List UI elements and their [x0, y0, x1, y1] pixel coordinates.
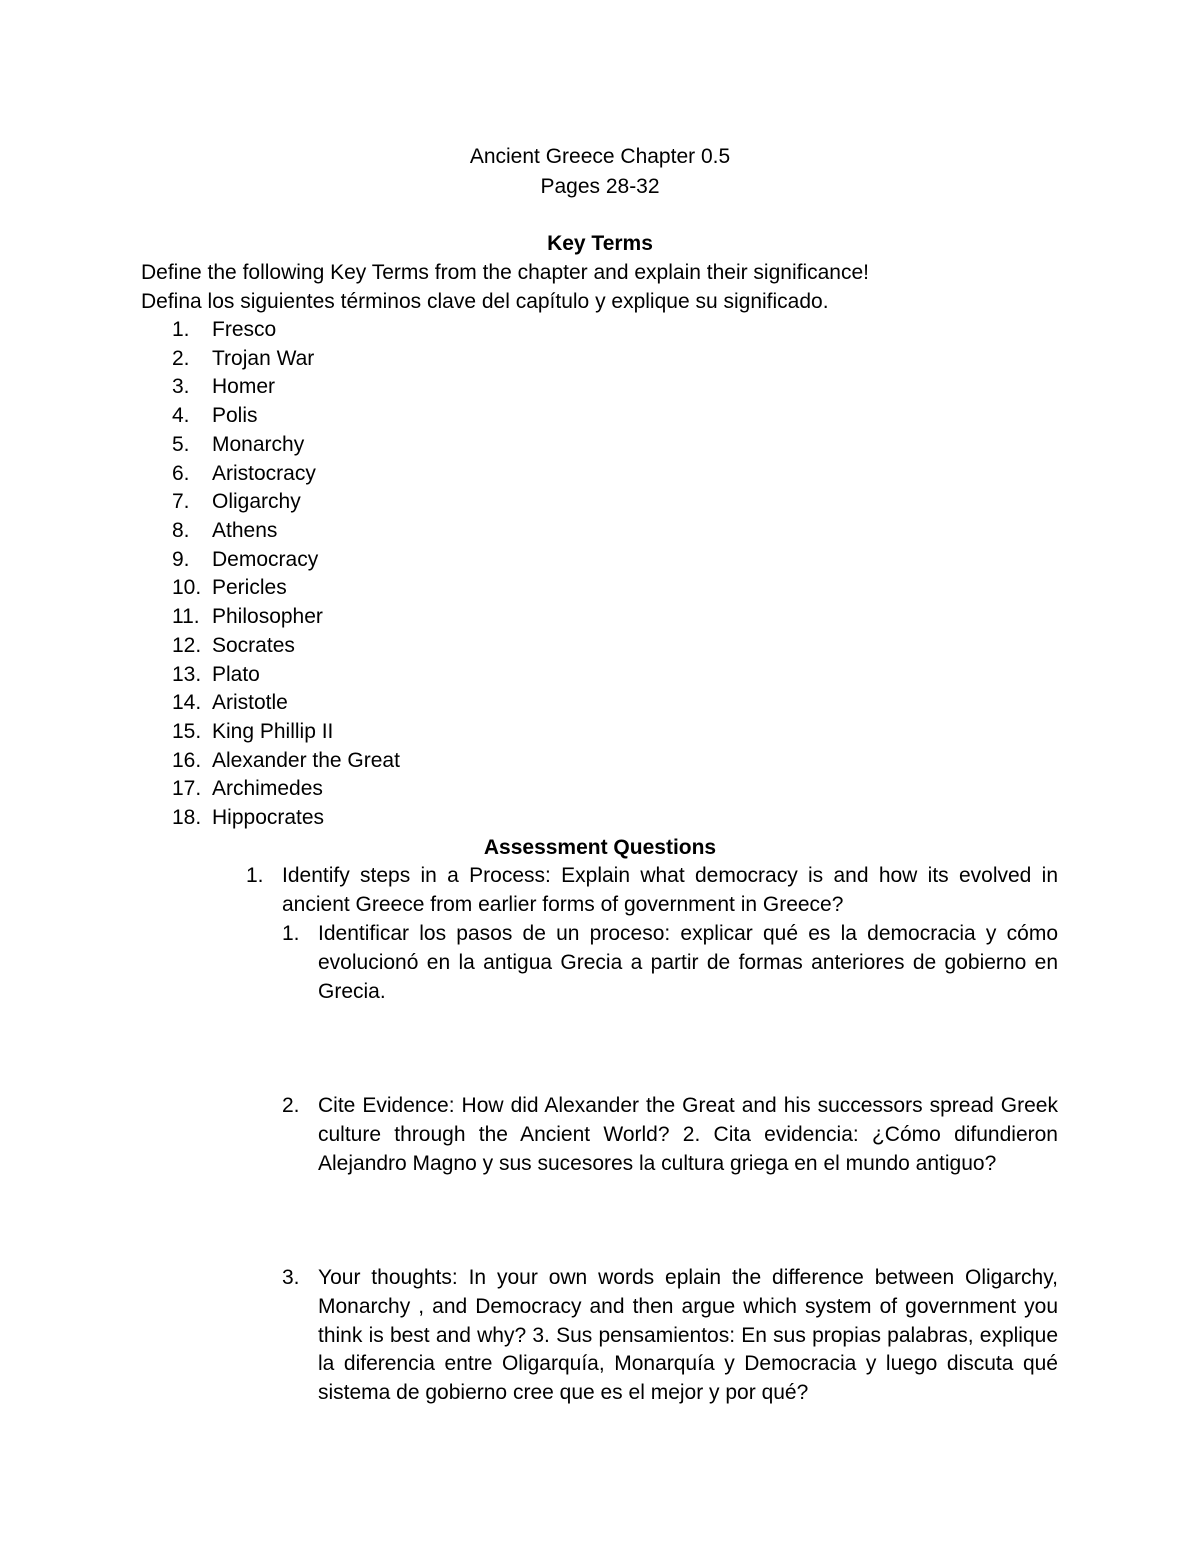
list-item: [172, 401, 258, 430]
list-item-term: Polis: [212, 404, 258, 427]
list-item: [172, 545, 318, 574]
list-item-term: Alexander the Great: [212, 749, 400, 772]
list-item: [172, 573, 287, 602]
list-item-number: 4.: [172, 404, 190, 427]
list-item-number: 3.: [172, 375, 190, 398]
list-item: [172, 459, 316, 488]
list-item-term: Monarchy: [212, 433, 305, 456]
question-1-number: 1.: [246, 864, 264, 887]
list-item-term: Plato: [212, 663, 260, 686]
list-item-number: 10.: [172, 576, 202, 599]
list-item-number: 12.: [172, 634, 202, 657]
list-item-number: 7.: [172, 490, 190, 513]
list-item-term: Pericles: [212, 576, 287, 599]
list-item: [172, 430, 304, 459]
list-item-term: Hippocrates: [212, 806, 325, 829]
key-terms-instruction-en: Define the following Key Terms from the chapter and explain their significance!: [141, 261, 869, 284]
list-item-term: Philosopher: [212, 605, 323, 628]
question-1-spanish: [282, 920, 1058, 1006]
question-3-number: 3.: [282, 1266, 300, 1289]
question-2-number: 2.: [282, 1094, 300, 1117]
list-item: [172, 487, 301, 516]
list-item-number: 16.: [172, 749, 202, 772]
list-item-term: Archimedes: [212, 777, 323, 800]
list-item-number: 6.: [172, 462, 190, 485]
list-item-term: Aristocracy: [212, 462, 316, 485]
list-item-term: Fresco: [212, 318, 277, 341]
list-item-number: 18.: [172, 806, 202, 829]
list-item-term: Aristotle: [212, 691, 288, 714]
question-1-spanish-number: 1.: [282, 922, 300, 945]
list-item: [172, 774, 323, 803]
list-item-term: Homer: [212, 375, 276, 398]
list-item: [172, 602, 323, 631]
list-item-number: 13.: [172, 663, 202, 686]
question-1: [246, 862, 1058, 920]
list-item-number: 11.: [172, 605, 200, 628]
list-item-number: 9.: [172, 548, 190, 571]
question-2: [282, 1092, 1058, 1178]
list-item-term: Oligarchy: [212, 490, 301, 513]
list-item-number: 1.: [172, 318, 190, 341]
list-item-term: Trojan War: [212, 347, 315, 370]
list-item-number: 2.: [172, 347, 190, 370]
list-item-number: 14.: [172, 691, 202, 714]
document-title: Ancient Greece Chapter 0.5: [469, 145, 731, 168]
list-item-term: Socrates: [212, 634, 295, 657]
list-item: [172, 660, 260, 689]
list-item: [172, 516, 277, 545]
list-item: [172, 717, 333, 746]
list-item: [172, 344, 314, 373]
question-3-text: Your thoughts: In your own words eplain the difference between Oligarchy, Monarchy , and Democracy and then argue which system of government you think is best and why? 3. Sus pensamientos: En sus propias palabras, explique la diferencia entre Oligarquía, Monarquía y Democracia y luego discuta qué sistema de gobierno cree que es el mejor y por qué?: [318, 1266, 1058, 1405]
list-item-term: Athens: [212, 519, 278, 542]
page-range: Pages 28-32: [540, 175, 660, 198]
list-item: [172, 631, 295, 660]
question-2-text: Cite Evidence: How did Alexander the Great and his successors spread Greek culture through the Ancient World? 2. Cita evidencia: ¿Cómo difundieron Alejandro Magno y sus sucesores la cultura griega en el mundo antiguo?: [318, 1094, 1058, 1175]
key-terms-heading: Key Terms: [547, 232, 653, 255]
question-1-spanish-text: Identificar los pasos de un proceso: explicar qué es la democracia y cómo evolucionó en la antigua Grecia a partir de formas anteriores de gobierno en Grecia.: [318, 922, 1058, 1003]
list-item-term: King Phillip II: [212, 720, 334, 743]
list-item: [172, 315, 276, 344]
key-terms-instruction-es: Defina los siguientes términos clave del capítulo y explique su significado.: [141, 290, 829, 313]
list-item-term: Democracy: [212, 548, 319, 571]
question-1-text: Identify steps in a Process: Explain what democracy is and how its evolved in ancient Greece from earlier forms of government in Greece?: [282, 864, 1058, 916]
assessment-heading: Assessment Questions: [483, 836, 717, 859]
question-3: [282, 1264, 1058, 1408]
list-item-number: 17.: [172, 777, 202, 800]
list-item-number: 8.: [172, 519, 190, 542]
list-item: [172, 803, 324, 832]
list-item-number: 5.: [172, 433, 190, 456]
list-item: [172, 372, 275, 401]
list-item: [172, 746, 400, 775]
list-item-number: 15.: [172, 720, 202, 743]
list-item: [172, 688, 288, 717]
